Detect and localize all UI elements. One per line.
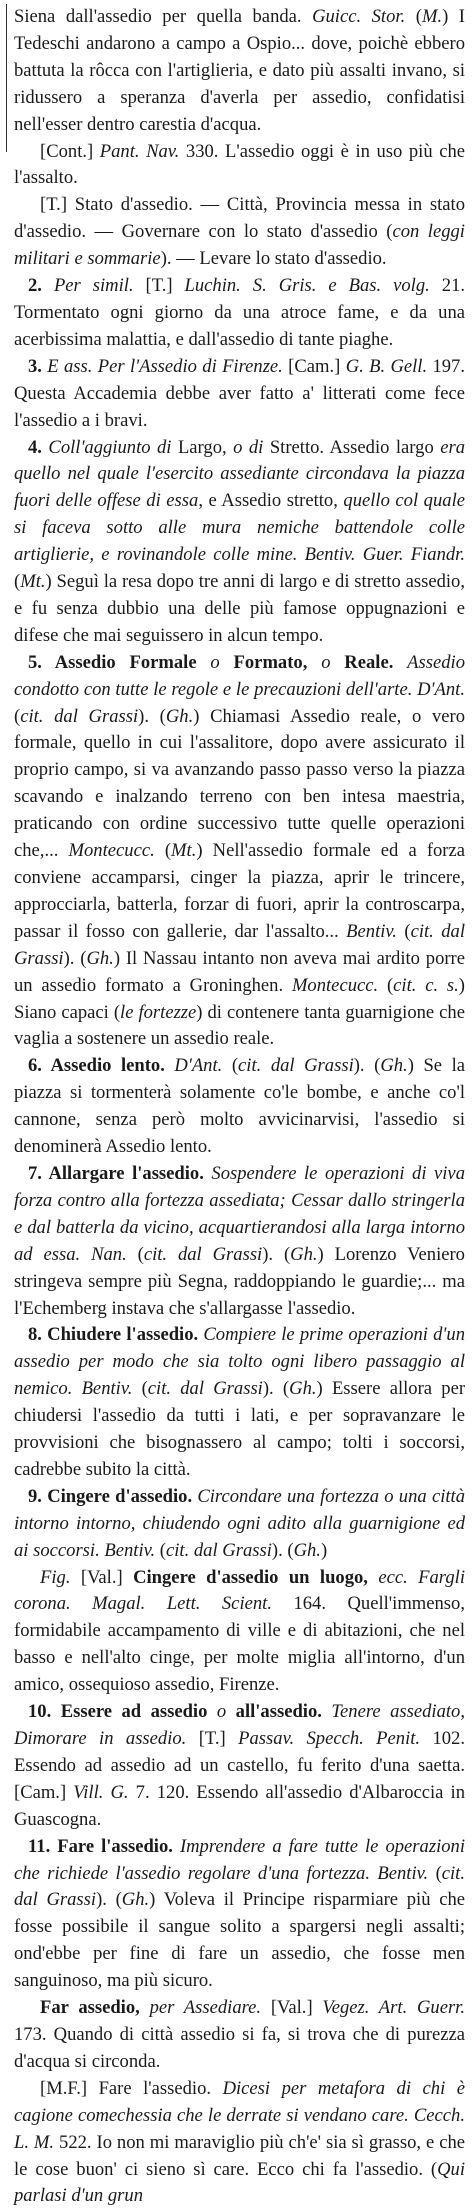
entry-paragraph: 9. Cingere d'assedio. Circondare una fortezza o una città intorno intorno, chiudendo ogni adito alla guarnigione ed ai soccorsi. Bentiv. (cit. dal Grassi). (Gh.) bbox=[14, 1485, 465, 1561]
entry-paragraph: [Cont.] Pant. Nav. 330. L'assedio oggi è in uso più che l'assalto. bbox=[14, 140, 466, 189]
entry-paragraph: 4. Coll'aggiunto di Largo, o di Stretto. Assedio largo era quello nel quale l'esercito assediante circondava la piazza fuori delle offese di essa, e Assedio stretto, quello col quale si faceva sotto alle mura nemiche battendole colle artiglierie, e rovinandole colle mine. Bentiv. Guer. Fiandr. (Mt.) Seguì la resa dopo tre anni di largo e di stretto assedio, e fu senza dubbio una delle più famose oppugnazioni e difese che mai seguissero in alcun tempo. bbox=[14, 436, 465, 646]
entry-paragraph: [T.] Stato d'assedio. — Città, Provincia messa in stato d'assedio. — Governare con lo stato d'assedio (con leggi militari e sommarie). — Levare lo stato d'assedio. bbox=[14, 194, 465, 270]
entry-paragraph: 10. Essere ad assedio o all'assedio. Tenere assediato, Dimorare in assedio. [T.] Passav. Specch. Penit. 102. Essendo ad assedio ad un castello, fu ferito d'una saetta. [Cam.] Vill. G. 7. 120. Essendo all'assedio d'Albaroccia in Guascogna. bbox=[14, 1701, 466, 1830]
entry-paragraph: 7. Allargare l'assedio. Sospendere le operazioni di viva forza contro alla fortezza assediata; Cessar dallo stringerla e dal batterla da vicino, acquartierandosi alla larga intorno ad essa. Nan. (cit. dal Grassi). (Gh.) Lorenzo Veniero stringeva sempre più Segna, raddoppiando le guardie;... ma l'Echemberg instava che s'allargasse l'assedio. bbox=[14, 1162, 465, 1319]
entry-paragraph: 3. E ass. Per l'Assedio di Firenze. [Cam.] G. B. Gell. 197. Questa Accademia debbe aver fatto a' litterati come fece l'assedio a i bravi. bbox=[14, 355, 466, 431]
entry-paragraph: 6. Assedio lento. D'Ant. (cit. dal Grassi). (Gh.) Se la piazza si tormenterà solamente co'le bombe, e anche co'l cannone, senza però molto avvicinarvisi, l'assedio si denominerà Assedio lento. bbox=[14, 1055, 465, 1158]
entry-paragraph: 8. Chiudere l'assedio. Compiere le prime operazioni d'un assedio per modo che sia tolto ogni libero passaggio al nemico. Bentiv. (cit. dal Grassi). (Gh.) Essere allora per chiudersi l'assedio da tutti i lati, e per sopravanzare le provvisioni che bisognassero al campo; tolti i soccorsi, cadrebbe subito la città. bbox=[14, 1324, 466, 1480]
entry-paragraph: Fig. [Val.] Cingere d'assedio un luogo, ecc. Fargli corona. Magal. Lett. Scient. 164. Quell'immenso, formidabile accampamento di ville e di abitazioni, che nel basso e nell'alto cinge, per molte miglia all'intorno, d'un amico, ossequioso assedio, Firenze. bbox=[14, 1566, 465, 1696]
entry-paragraph: 11. Fare l'assedio. Imprendere a fare tutte le operazioni che richiede l'assedio regolare d'una fortezza. Bentiv. (cit. dal Grassi). (Gh.) Voleva il Principe risparmiare più che fosse possibile il sangue solito a spargersi negli assalti; ond'ebbe per fine di fare un assedio, che fosse men sanguinoso, ma più sicuro. bbox=[14, 1835, 466, 1992]
entry-paragraph: Siena dall'assedio per quella banda. Guicc. Stor. (M.) I Tedeschi andarono a campo a Ospio... dove, poichè ebbero battuta la rôcca con l'artiglieria, e dato più assalti invano, si ridussero a speranza d'averla per assedio, confidatisi nell'esser dentro carestia d'acqua. bbox=[14, 6, 465, 135]
entry-paragraph: Far assedio, per Assediare. [Val.] Vegez. Art. Guerr. 173. Quando di città assedio si fa, si trova che di purezza d'acqua si circonda. bbox=[14, 1997, 466, 2072]
text-column bbox=[14, 4, 465, 2210]
margin-rule bbox=[6, 4, 7, 152]
entry-paragraph: 5. Assedio Formale o Formato, o Reale. Assedio condotto con tutte le regole e le precauzioni dell'arte. D'Ant. (cit. dal Grassi). (Gh.) Chiamasi Assedio reale, o vero formale, quello in cui l'assalitore, dopo avere assicurato il proprio campo, si va avanzando passo passo verso la piazza scavando e inalzando terreno con ben intesa maestria, praticando con ordine successivo tutte quelle operazioni che,... Montecucc. (Mt.) Nell'assedio formale ed a forza conviene accamparsi, cinger la piazza, aprir le trincere, approcciarla, batterla, forzar di fuori, aprir la controscarpa, passar il fosso con gallerie, dar l'assalto... Bentiv. (cit. dal Grassi). (Gh.) Il Nassau intanto non aveva mai ardito porre un assedio formato a Groninghen. Montecucc. (cit. c. s.) Siano capaci (le fortezze) di contenere tanta guarnigione che vaglia a sostenere un assedio reale. bbox=[14, 651, 466, 1050]
entry-paragraph: 2. Per simil. [T.] Luchin. S. Gris. e Bas. volg. 21. Tormentato ogni giorno da una atroce fame, e da una acerbissima malattia, e dall'assedio di tante piaghe. bbox=[14, 275, 466, 350]
entry-paragraph: [M.F.] Fare l'assedio. Dicesi per metafora di chi è cagione comechessia che le derrate si vendano care. Cecch. L. M. 522. Io non mi maraviglio più ch'e' sia sì grasso, e che le cose buon' ci sieno sì care. Ecco chi fa l'assedio. (Qui parlasi d'un grun bbox=[14, 2077, 465, 2207]
